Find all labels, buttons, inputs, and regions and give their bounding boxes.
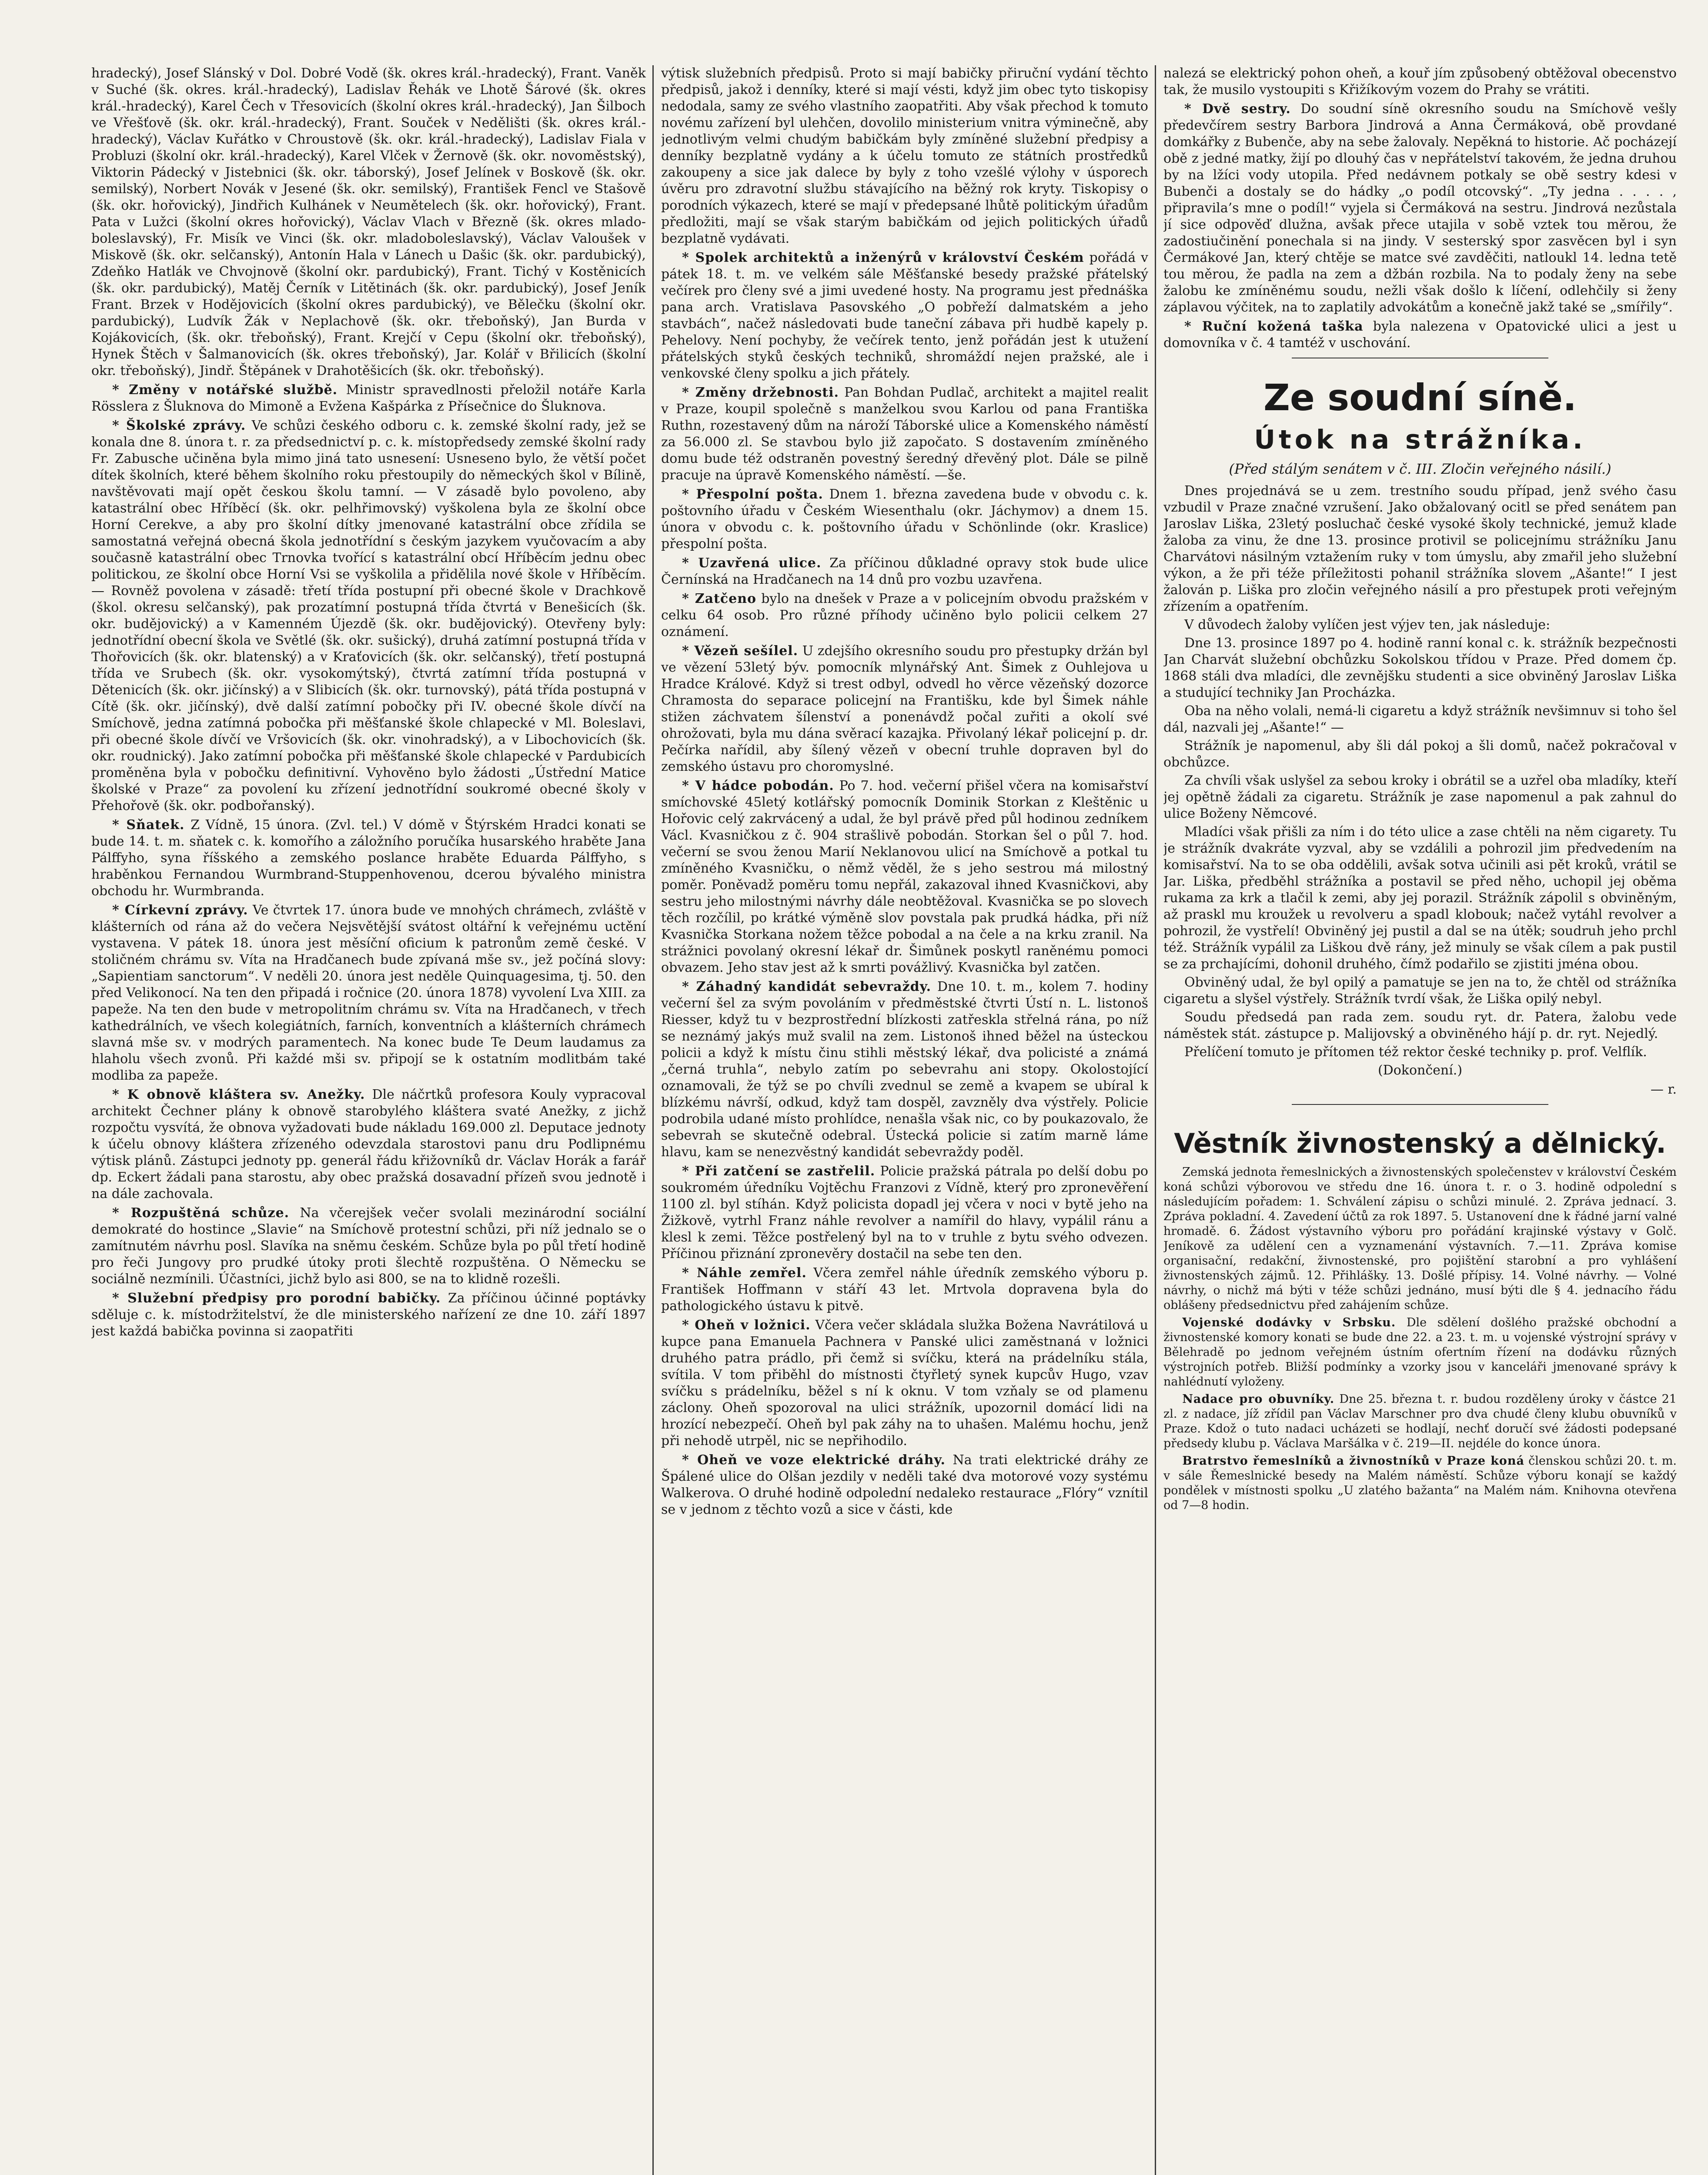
article-text: Mladíci však přišli za ním i do této ulice a zase chtěli na něm cigarety. Tu je strážník dvakráte vyzval, aby se vzdálili a pohrozil jim předvedením na komisařství. Na to se oba oddělili, avšak sotva učinili asi pět kroků, vrátil se Jar. Liška, předběhl strážníka a postavil se před něho, uchopil jej oběma rukama za krk a tlačil k zemi, aby jej porazil. Strážník zápolil s obviněným, až praskl mu kroužek u revolveru a spadl klobouk; načež vytáhl revolver a pohrozil, že vystřelí! Obviněný jej pustil a dal se na útěk; soudruh jeho prchl též. Strážník vypálil za Liškou dvě rány, jež minuly se však cílem a pak pustil se za prchajícími, dohonil druhého, čímž podařilo se zjistiti jména obou.	[1163, 824, 1677, 972]
article-shoemakers-fund	[1163, 1392, 1677, 1451]
article-notary	[91, 382, 646, 415]
article-stabbing	[661, 778, 1148, 976]
article-lead: Bratrstvo řemeslníků a živnostníků v Praze koná	[1182, 1454, 1524, 1468]
article-text: Včera večer skládala služka Božena Navrátilová u kupce pana Emanuela Pachnera v Panské ulici zaměstnaná v ložnici druhého patra prádlo, při čemž si svíčku, která na prádelníku stála, svítila. V tom přiběhl do místnosti čtyřletý synek kupcův Hugo, vzav svíčku s prádelníku, běžel s ní k oknu. V tom vzňaly se od plamenu záclony. Oheň spozoroval na ulici strážník, upozornil domácí lidi na hrozící nebezpečí. Oheň byl pak záhy na to uhašen. Malému hochu, jenž při nehodě utrpěl, nic se nepřihodilo.	[661, 1318, 1148, 1449]
article-lead: * Změny v notářské službě.	[112, 382, 338, 398]
article-lead: * Oheň ve voze elektrické dráhy.	[682, 1452, 946, 1468]
article-lead: * Ruční kožená taška	[1184, 319, 1364, 334]
article-text: bylo na dnešek v Praze a v policejním obvodu pražském v celku 64 osob. Pro různé příhody učiněno bylo policii celkem 27 oznámení.	[661, 591, 1148, 639]
article-text: Za chvíli však uslyšel za sebou kroky i obrátil se a uzřel oba mladíky, kteří jej opětně žádali za cigaretu. Strážník je zase napomenul a pak zahnul do ulice Boženy Němcové.	[1163, 773, 1677, 821]
article-text: Přelíčení tomuto je přítomen též rektor české techniky p. prof. Velflík.	[1184, 1044, 1647, 1060]
article-text: výtisk služebních předpisů. Proto si mají babičky přiruční vydání těchto předpisů, jakož i denníky, které si mají vésti, když jim obec tyto tiskopisy nedodala, samy ze svého vlastního zaopatřiti. Aby však přechod k tomuto novému zařízení byl ulehčen, dovolilo ministerium vnitra výminečně, aby jednotlivým velmi chudým babičkám byly zmíněné služební předpisy a denníky bezplatně vydány a k účelu tomuto ze státních prostředků zakoupeny a sice jak dalece by byly z toho vzešlé výlohy v úsporech úvěru pro zdravotní službu stávajícího na běžný rok kryty. Tiskopisy o porodních výkazech, které se mají v předepsané lhůtě politickým úřadům předložiti, mají se však starým babičkám od jejich politických úřadů bezplatně vydávati.	[661, 66, 1148, 246]
article-text: Dne 10. t. m., kolem 7. hodiny večerní šel za svým povoláním v předměstské čtvrti Ústí n. L. listonoš Riesser, když tu v bezprostřední blízkosti zatřeskla střelná rána, po níž se neznámý jakýs muž svalil na zem. Listonoš ihned běžel na ústeckou policii a když k místu činu stihli městský lékař, dva policisté a známá „černá truhla“, nebylo zatím po sebevrahu ani stopy. Okolostojící oznamovali, že týž se po chvíli zvednul se země a kvapem se ubíral k blízkému návrší, odkud, když tam dospěl, zavzněly dva výstřely. Policie podrobila udané místo prohlídce, nenašla však nic, co by poukazovalo, že sebevrah se skutečně odebral. Ústecká policie si zatím marně láme hlavu, kam se nenezvěstný kandidát sebevraždy poděl.	[661, 979, 1148, 1160]
article-text: Obviněný udal, že byl opilý a pamatuje se jen na to, že chtěl od strážníka cigaretu a slyšel výstřely. Strážník tvrdí však, že Liška opilý nebyl.	[1163, 975, 1677, 1007]
article-midwife-rules	[91, 1290, 646, 1340]
article-text: Zemská jednota řemeslnických a živnostenských společenstev v království Českém koná schůzi výborovou ve středu dne 16. února t. r. o 3. hodině odpolední s následujícím pořadem: 1. Schválení zápisu o schůzi minulé. 2. Zpráva jednací. 3. Zpráva pokladní. 4. Zavedení účtů za rok 1897. 5. Ustanovení dne k řádné jarní valné hromadě. 6. Žádost výstavního výboru pro pořádání krajinské výstavy v Golč. Jeníkově za udělení cen a vyznamenání výstavních. 7.—11. Zpráva komise organisační, redakční, živnostenské, pro pojištění starobní a pro vyhlášení živnostenských zájmů. 12. Přihlášky. 13. Došlé přípisy. 14. Volné návrhy. — Volné návrhy, o nichž má býti v téže schůzi jednáno, musí býti dle § 4. jednacího řádu oblášeny předsednictvu před zahájením schůze.	[1163, 1165, 1677, 1312]
article-lead: * Rozpuštěná schůze.	[112, 1205, 290, 1221]
article-continued: (Dokončení.)	[1377, 1063, 1463, 1078]
article-brotherhood	[1163, 1454, 1677, 1513]
article-signature: — r.	[1650, 1082, 1677, 1097]
article-dissolved-meeting	[91, 1205, 646, 1288]
article-text: Dnes projednává se u zem. trestního soudu případ, jenž svého času vzbudil v Praze značné vzrušení. Jako obžalovaný ocitl se před senátem pan Jaroslav Liška, 23letý posluchač české vysoké školy technické, jemuž klade žaloba za vinu, že dne 13. prosince protivil se policejnímu strážníku Janu Charvátovi násilným vztažením ruky v tom úmyslu, aby zmařil jeho služební výkon, a že při téže příležitosti pohanil strážníka slovem „Ašante!“ I jest žalován p. Liška pro zločin veřejného násilí a pro přestupek proti veřejným zřízením a opatřením.	[1163, 483, 1677, 614]
article-text: Ve čtvrtek 17. února bude ve mnohých chrámech, zvláště v klášterních od rána až do večera Nejsvětější svátost oltářní k veřejnému uctění vystavena. V pátek 18. února jest měsíční oficium k patronům země české. V stoličném chrámu sv. Víta na Hradčanech bude zpívaná mše sv., jež počíná slovy: „Sapientiam sanctorum“. V neděli 20. února jest neděle Quinquagesima, tj. 50. den před Velikonocí. Na ten den připadá i ročnice (20. února 1878) vyvolení Lva XIII. za papeže. Na ten den bude v metropolitním chrámu sv. Víta na Hradčanech, v třech kathedrálních, ve všech kolegiátních, farních, konventních a klášterních chrámech slavná mše sv. v modrých paramentech. Na konec bude Te Deum laudamus za hlaholu všech zvonů. Při každé mši sv. připojí se k ostatním modlitbám také modliba za papeže.	[91, 903, 646, 1083]
article-lead: Vojenské dodávky v Srbsku.	[1182, 1316, 1396, 1329]
column-right	[1163, 65, 1677, 2175]
article-lead: * Uzavřená ulice.	[682, 555, 822, 571]
article-text: Za příčinou důkladné opravy stok bude ulice Černínská na Hradčanech na 14 dnů pro vozbu uzavřena.	[661, 555, 1148, 587]
article-architects	[661, 250, 1148, 382]
section-heading-trade: Věstník živnostenský a dělnický.	[1174, 1128, 1666, 1159]
section-heading-court: Ze soudní síně.	[1263, 376, 1577, 419]
article-text: Ministr spravedlnosti přeložil notáře Karla Rösslera z Šluknova do Mimoně a Evžena Kašpárka z Přísečnice do Šluknova.	[91, 382, 646, 414]
article-text: U zdejšího okresního soudu pro přestupky držán byl ve vězení 53letý býv. pomocník mlynářský Ant. Šimek z Ouhlejova u Hradce Králové. Když si trest odbyl, odvedl ho věrce vězeňský dozorce Chramosta do separace policejní na Františku, kde byl Šimek náhle stižen záchvatem šílenství a ponenávdž počal zuřiti a okolí své ohrožovati, byla mu dána svěrací kazajka. Přivolaný lékař policejní p. dr. Pečírka nařídil, aby šílený vězeň v obecní truhle dopraven byl do zemského ústavu pro choromyslné.	[661, 643, 1148, 774]
article-lead: * Zatčeno	[682, 591, 757, 606]
article-serbia-supplies	[1163, 1315, 1677, 1389]
article-church-news	[91, 902, 646, 1084]
article-text: Z Vídně, 15 února. (Zvl. tel.) V dómě v Štýrském Hradci konati se bude 14. t. m. sňatek c. k. komořího a záložního poručíka husarského hraběte Jana Pálffyho, syna říšského a zemského poslance hraběte Eduarda Pálffyho, s hraběnkou Fernandou Wurmbrand-Stuppenhovenou, dcerou bývalého ministra obchodu hr. Wurmbranda.	[91, 817, 646, 899]
article-text: Soudu předsedá pan rada zem. soudu ryt. dr. Patera, žalobu vede náměstek stát. zástupce p. Malijovský a obviněného hájí p. dr. ryt. Nejedlý.	[1163, 1010, 1677, 1041]
article-heading: Útok na strážníka.	[1254, 425, 1586, 455]
article-lead: * Při zatčení se zastřelil.	[682, 1164, 876, 1179]
article-text: Dnem 1. března zavedena bude v obvodu c. k. poštovního úřadu v Českém Wiesenthalu (okr. Jáchymov) a dnem 15. února v obvodu c. k. poštovního úřadu v Schönlinde (okr. Kraslice) přespolní pošta.	[661, 487, 1148, 552]
article-text: Strážník je napomenul, aby šli dál pokoj a šli domů, načež pokračoval v obchůzce.	[1163, 738, 1677, 770]
article-text: Oba na něho volali, nemá-li cigaretu a když strážník nevšimnuv si toho šel dál, nazvali jej „Ašante!“ —	[1163, 703, 1677, 735]
article-text: hradecký), Josef Slánský v Dol. Dobré Vodě (šk. okres král.-hradecký), Frant. Vaněk v Suché (šk. okres. král.-hradecký), Ladislav Řehák ve Lhotě Šárové (šk. okres král.-hradecký), Karel Čech v Třesovicích (školní okres král.-hradecký), Jan Šilboch ve Vřešťově (šk. okr. král.-hradecký), Frant. Souček v Nedělišti (šk. okres král.-hradecký), Václav Kuřátko v Chroustově (šk. okr. král.-hradecký), Ladislav Fiala v Probluzi (školní okr. král.-hradecký), Karel Vlček v Žernově (šk. okr. novoměstský), Viktorin Pádecký v Jistebnici (šk. okr. táborský), Josef Jelínek v Boskově (šk. okr. semilský), Norbert Novák v Jesené (šk. okr. semilský), František Fencl ve Stašově (šk. okr. hořovický), Jindřich Kulhánek v Neumětelech (šk. okr. hořovický), Frant. Pata v Lužci (školní okres hořovický), Václav Vlach v Březně (šk. okres mlado-boleslavský), Fr. Misík ve Vinci (šk. okr. mladoboleslavský), Václav Valoušek v Miskově (šk. okr. selčanský), Antonín Hala v Lánech u Dašic (šk. okr. pardubický), Zdeňko Hatlák ve Chvojnově (školní okr. pardubický), Frant. Tichý v Kostěnicích (šk. okr. pardubický), Matěj Černík v Litětinách (šk. okr. pardubický), Josef Jeník Frant. Brzek v Hodějovicích (školní okres pardubický), ve Bělečku (školní okr. pardubický), Ludvík Žák v Neplachově (šk. okr. třeboňský), Jan Burda v Kojákovicích, (šk. okr. třeboňský), Frant. Krejčí v Cepu (školní okr. třeboňský), Hynek Štěch v Šalmanovicích (šk. okres třeboňský), Jar. Kolář v Břilicích (školní okr. třeboňský), Jindř. Štěpánek v Drahotěšicích (šk. okr. třeboňský).	[91, 66, 646, 378]
article-lead: * Spolek architektů a inženýrů v království Českém	[682, 250, 1084, 265]
article-text: Na včerejšek večer svolali mezinárodní sociální demokraté do hostince „Slavie“ na Smíchově protestní schůzi, při níž jednalo se o zamítnutém návrhu posl. Slavíka na sněmu českém. Schůze byla po půl třetí hodině pro řeči Jungovy pro prudké útoky proti šlechtě rozpuštěna. O Německu se sociálně nezmínili. Účastníci, jichž bylo asi 800, se na to klidně rozešli.	[91, 1205, 646, 1287]
article-text: Za příčinou účinné poptávky sděluje c. k. místodržitelství, že dle ministerského nařízení ze dne 10. září 1897 jest každá babička povinna si zaopatřiti	[91, 1291, 646, 1339]
article-text: V důvodech žaloby vylíčen jest výjev ten, jak následuje:	[1184, 617, 1551, 632]
article-closed-street	[661, 555, 1148, 588]
article-wedding	[91, 817, 646, 900]
article-lead: * Náhle zemřel.	[682, 1265, 807, 1281]
column-rule	[652, 65, 654, 2175]
article-text: pořádá v pátek 18. t. m. ve velkém sále Měšťanské besedy pražské přátelský večírek pro členy své a jimi uvedené hosty. Na programu jest přednáška pana arch. Vratislava Pasovského „O pobřeží dalmatském a jeho stavbách“, načež následovati bude taneční zábava při hudbě kapely p. Pehelovy. Není pochyby, že večírek tento, jenž pořádán jest k utužení přátelských styků českých techniků, shromáždí nejen pražské, ale i venkovské členy spolku a jich přátely.	[661, 250, 1148, 381]
article-text: Pan Bohdan Pudlač, architekt a majitel realit v Praze, koupil společně s manželkou svou Karlou od pana Františka Ruthn, rozestavený dům na nároží Táborské ulice a Komenského náměstí za 56.000 zl. Se stavbou bylo již započato. S dostavením zmíněného domu bude též odstraněn povestný šeredný dřevěný plot. Dále se pilně pracuje na úpravě Komenského náměstí. —še.	[661, 385, 1148, 483]
article-text: Dne 25. března t. r. budou rozděleny úroky v částce 21 zl. z nadace, jíž zřídil pan Václav Marschner pro dva chudé členy klubu obuvníků v Praze. Kdož o tuto nadaci ucházeti se hodlají, nechť doručí své žádosti podepsané předsedy klubu p. Václava Maršálka v č. 219—II. nejdéle do konce února.	[1163, 1392, 1677, 1450]
article-bedroom-fire	[661, 1317, 1148, 1449]
article-text: Ve schůzi českého odboru c. k. zemské školní rady, jež se konala dne 8. února t. r. za předsednictví p. c. k. místopředsedy zemské školní rady Fr. Zabusche učiněna byla mimo jiná tato usnesení: Usneseno bylo, že větší počet dítek školních, které během školního roku přestoupily do německých škol v Bílině, navštěvovati mají opět českou školu tamní. — V zásadě bylo povoleno, aby katastrální obec Hříběcí (šk. okr. pelhřimovský) vyškolena byla ze školní obce Horní Cerekve, a aby pro školní dítky jmenované katastrální obce zřídila se samostatná veřejná obecná škola jednotřídní s českým jazykem vyučovacím a aby současně katastrální obec Trnovka tvořící s katastrální obcí Hříběcím jednu obec politickou, ze školní obce Horní Vsi se vyškolila a přidělila nové škole v Hříběcím. — Rovněž povolena v zásadě: třetí třída postupní při obecné škole v Drachkově (škol. okresu selčanský), pak prozatímní postupná třída čtvrtá v Benešicích (šk. okr. budějovický) a v Kamenném Újezdě (šk. okr. budějovický). Otevřeny byly: jednotřídní obecní škola ve Světlé (šk. okr. sušický), druhá zatímní postupná třída v Thořovicích (šk. okr. blatenský) a v Kraťovicích (šk. okr. selčanský), třetí postupná třída ve Srubech (šk. okr. vysokomýtský), čtvrtá zatímní třída postupná v Dětenicích (šk. okr. jičínský) a v Slibicích (šk. okr. turnovský), pátá třída postupná v Cítě (šk. okr. jičínský), dvě další zatímní pobočky při IV. obecné škole dívčí na Smíchově, jedna zatímná pobočka při měšťanské škole chlapecké v Ml. Boleslavi, při obecné škole dívčí ve Vršovicích (šk. okr. vinohradský), a v Libochovicích (šk. okr. roudnický). Jako zatímní pobočka při měšťanské škole chlapecké v Pardubicích proměněna byla v pobočku definitivní. Vyhověno bylo žádosti „Ústřední Matice školské v Praze“ za povolení ku zřízení jednotřídní soukromé obecné školy v Přehořově (šk. okr. podbořanský).	[91, 418, 646, 813]
article-lead: * Služební předpisy pro porodní babičky.	[112, 1291, 441, 1306]
article-lead: Nadace pro obuvníky.	[1182, 1392, 1335, 1406]
article-text: Dle náčrtků profesora Kouly vypracoval architekt Čechner plány k obnově starobylého kláštera svaté Anežky, z jichž rozpočtu vysvítá, že obnova vyžadovati bude nákladu 169.000 zl. Deputace jednoty k účelu obnovy kláštera zřízeného odevzdala starostovi panu dru Podlipnému výtisk plánů. Zástupci jednoty pp. generál řádu křižovníků dr. Václav Horák a farář dp. Eckert žádali pana starostu, aby obec pražská dosavadní přízeň svou jednotě i na dále zachovala.	[91, 1087, 646, 1201]
column-left	[91, 65, 646, 2175]
article-lead: * Školské zprávy.	[112, 418, 246, 433]
article-text: Do soudní síně okresního soudu na Smíchově vešly předevčírem sestry Barbora Jindrová a Anna Čermáková, obě provdané domkářky z Bubenče, aby na sebe žalovaly. Nepěkná to historie. Ač pocházejí obě z jedné matky, žijí po dlouhý čas v nepřátelství takovém, že jedna druhou by na lžíci vody utopila. Před nedávnem potkaly se obě sestry kdesi v Bubenči a dostaly se do hádky „o podíl otcovský“. „Ty jedna . . . . , připravila’s mne o podíl!“ vyjela si Čermáková na sestru. Jindrová nezůstala jí sice odpověď dlužna, avšak přece utajila v sobě vztek tou měrou, že zadostiučinění ponechala si na jindy. V sesterský spor zasvěcen byl i syn Čermákové Jan, který chtěje se matce své zavděčiti, natloukl 14. ledna tetě tou měrou, že padla na zem a džbán rozbila. Na to podaly ženy na sebe žalobu ke zmíněnému soudu, nežli však došlo k líčení, odlehčily si ženy záplavou výčitek, na to zaplatily advokátům a konečně jakž také se „smířily“.	[1163, 101, 1677, 315]
article-text: členskou schůzi 20. t. m. v sále Řemeslnické besedy na Malém náměstí. Schůze výboru konají se každý pondělek v místnosti spolku „U zlatého bažanta“ na Malém nám. Knihovna otevřena od 7—8 hodin.	[1163, 1454, 1677, 1512]
article-arrests	[661, 591, 1148, 640]
article-lead: * Změny držebnosti.	[682, 385, 839, 400]
article-sudden-death	[661, 1265, 1148, 1315]
section-divider	[1292, 1104, 1548, 1105]
article-meta: (Před stálým senátem v č. III. Zločin veřejného násilí.)	[1229, 461, 1611, 477]
column-middle	[661, 65, 1148, 2175]
article-school-news	[91, 418, 646, 814]
article-text: Dne 13. prosince 1897 po 4. hodině ranní konal c. k. strážník bezpečnosti Jan Charvát služební obchůzku Sokolskou třídou v Praze. Před domem čp. 1868 stáli dva mladíci, dle zevnějšku studenti a sice obviněný Jaroslav Liška a studující techniky Jan Procházka.	[1163, 636, 1677, 700]
article-mystery	[661, 979, 1148, 1161]
article-teacher-list	[91, 65, 646, 379]
article-lead: * Přespolní pošta.	[682, 487, 823, 502]
article-trade-union	[1163, 1165, 1677, 1313]
article-two-sisters	[1163, 101, 1677, 316]
article-text: Po 7. hod. večerní přišel včera na komisařství smíchovské 45letý kotlářský pomocník Dominik Storkan z Kleštěnic u Hořovic celý zakrvácený a udal, že byl právě před půl hodinou zedníkem Václ. Kvasničkou z č. 904 strašlivě pobodán. Storkan šel o půl 7. hod. večerní se svou ženou Marií Neklanovou ulicí na Smíchově a potkal tu zmíněného Kvasničku, o němž věděl, že s jeho sestrou má milostný poměr. Poněvadž poměru tomu nepřál, zakazoval ihned Kvasničkovi, aby sestru jeho milostnými návrhy dále neobtěžoval. Kvasnička se po slovech těch rozčílil, po krátké výměně slov povstala pak prudká hádka, při níž Kvasnička Storkana nožem těžce pobodal a na čele a na krku zranil. Na strážnici povolaný okresní lékař dr. Šimůnek poskytl raněnému pomoci obvazem. Jeho stav jest až k smrti povážlivý. Kvasnička byl zatčen.	[661, 778, 1148, 975]
article-text: byla nalezena v Opatovické ulici a jest u domovníka v č. 4 tamtéž v uschování.	[1163, 319, 1677, 351]
article-monastery	[91, 1087, 646, 1202]
column-rule	[1155, 65, 1156, 2175]
article-property	[661, 385, 1148, 484]
article-lead: * Sňatek.	[112, 817, 185, 833]
article-tram-fire	[661, 1452, 1148, 1518]
article-text: Na trati elektrické dráhy ze Špálené ulice do Olšan jezdily v neděli také dva motorové vozy systému Walkerova. O druhé hodině odpolední nedaleko restaurace „Flóry“ vznítil se v jednom z těchto vozů a sice v části, kde	[661, 1452, 1148, 1517]
article-lead: * Církevní zprávy.	[112, 903, 248, 918]
article-lead: * Vězeň sešílel.	[682, 643, 799, 659]
article-lead: * K obnově kláštera sv. Anežky.	[112, 1087, 365, 1102]
article-text: nalezá se elektrický pohon oheň, a kouř jím způsobený obtěžoval obecenstvo tak, že musilo vystoupiti s Křižíkovým vozem do Prahy se vrátiti.	[1163, 66, 1677, 97]
article-lost-bag	[1163, 318, 1677, 351]
article-lead: * Oheň v ložnici.	[682, 1318, 811, 1333]
article-lead: * Záhadný kandidát sebevraždy.	[682, 979, 932, 994]
article-text: Policie pražská pátrala po delší dobu po soukromém úředníku Vojtěchu Franzovi z Vídně, který pro zpronevěření 1100 zl. byl stíhán. Když policista dopadl jej včera v noci v bytě jeho na Žižkově, vytrhl Franz náhle revolver a namířil do hlavy, vypálil ránu a klesl k zemi. Těžce postřelený byl na to v truhle z bytu svého odvezen. Příčinou přiznání zpronevěry dostačil na sebe ten den.	[661, 1164, 1148, 1262]
article-rural-post	[661, 486, 1148, 552]
article-tram-fire-cont	[1163, 65, 1677, 98]
article-arrest-shot	[661, 1163, 1148, 1262]
article-court	[1163, 483, 1677, 1098]
article-lead: * V hádce pobodán.	[682, 778, 834, 793]
article-lead: * Dvě sestry.	[1184, 101, 1291, 117]
article-text: Včera zemřel náhle úředník zemského výboru p. František Hoffmann v stáří 43 let. Mrtvola dopravena byla do pathologického ústavu k pitvě.	[661, 1265, 1148, 1314]
article-text: Dle sdělení došlého pražské obchodní a živnostenské komory konati se bude dne 22. a 23. t. m. u vojenské výstrojní správy v Bělehradě po jednom veřejném ústním ofertním řízení na dodávku různých výstrojních potřeb. Bližší podmínky a vzorky jsou v kanceláři jmenované správy k nahlédnutí vyloženy.	[1163, 1316, 1677, 1389]
article-midwife-rules-cont	[661, 65, 1148, 247]
article-prisoner	[661, 643, 1148, 775]
